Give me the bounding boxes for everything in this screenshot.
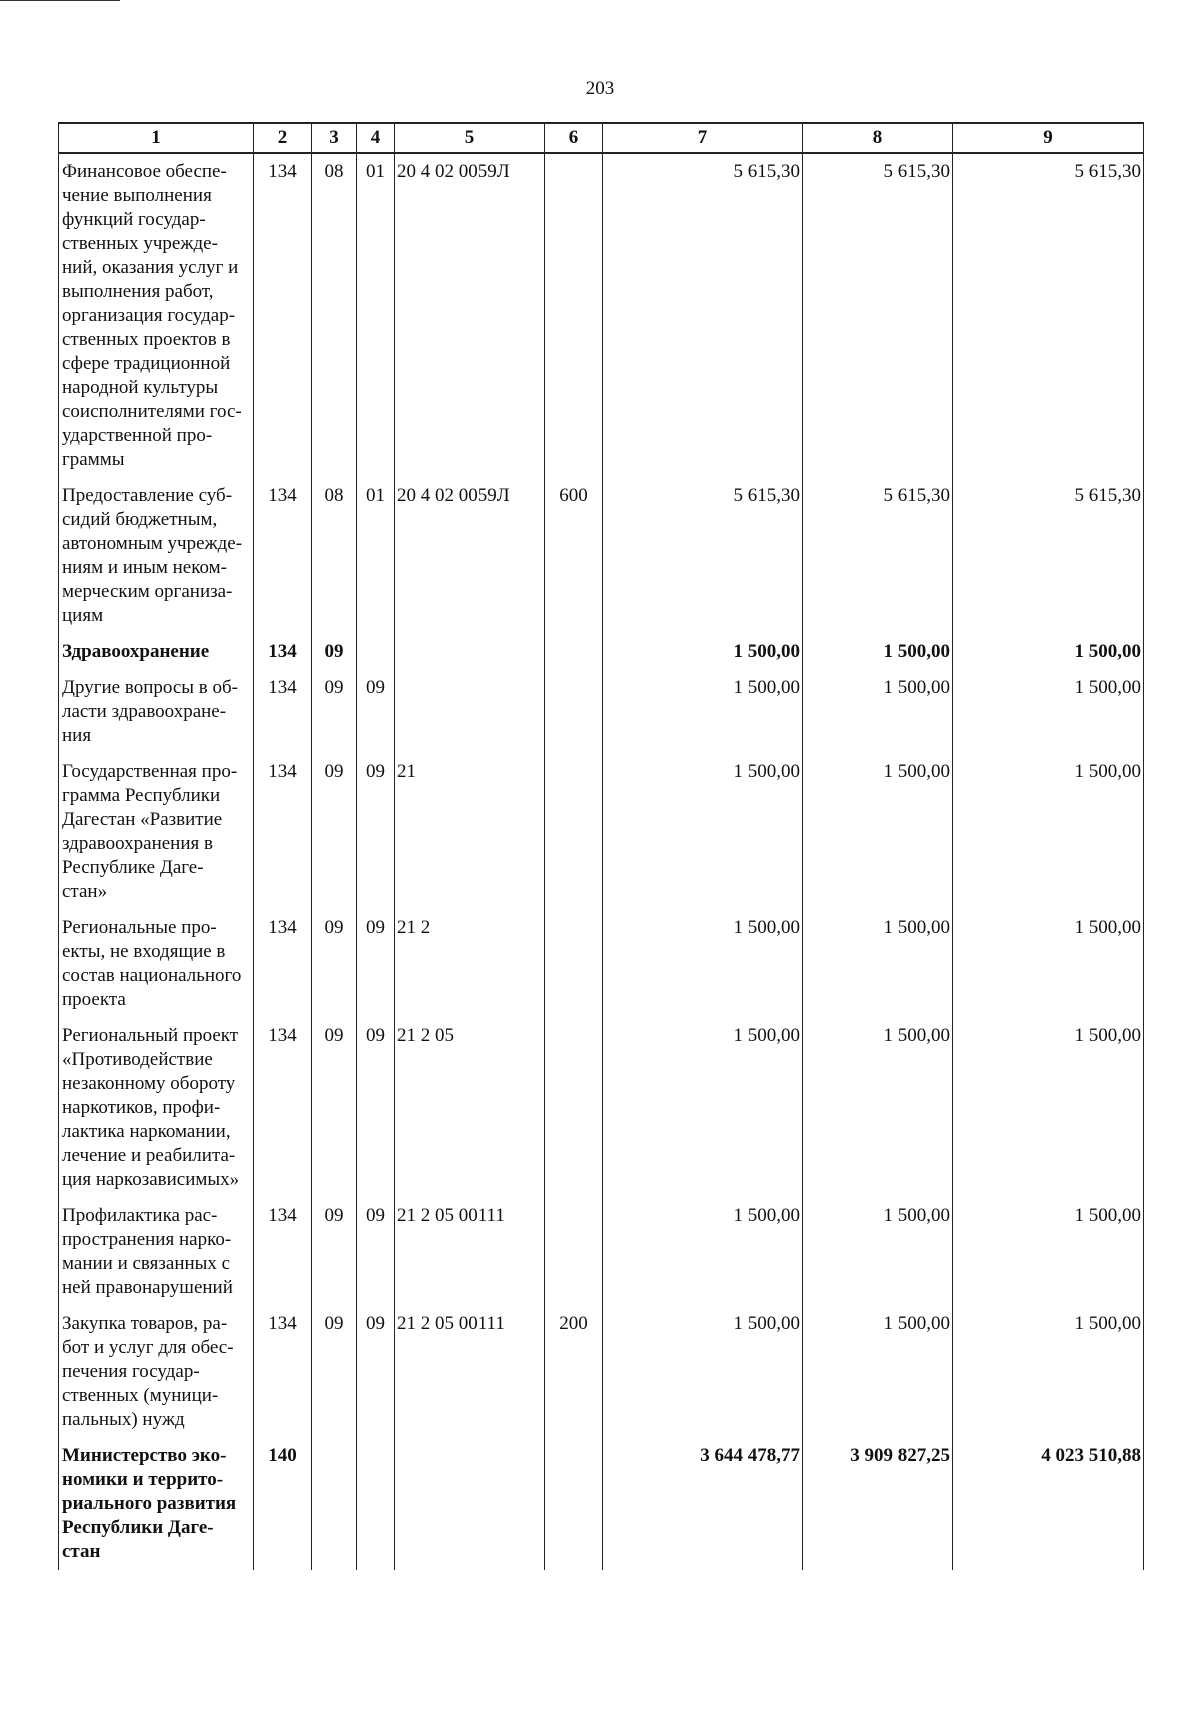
subsection-cell: 09 bbox=[357, 1306, 395, 1438]
amount-year3-cell: 1 500,00 bbox=[953, 1198, 1144, 1306]
table-header bbox=[59, 123, 1144, 153]
subsection-cell: 01 bbox=[357, 153, 395, 478]
code-admin-cell: 134 bbox=[254, 1018, 312, 1198]
row-name-cell: Министерство эко- номики и террито- риального развития Республики Даге- стан bbox=[59, 1438, 254, 1570]
section-cell bbox=[312, 1438, 357, 1570]
section-cell: 09 bbox=[312, 634, 357, 670]
table-row bbox=[59, 1018, 1144, 1198]
amount-year3-cell: 1 500,00 bbox=[953, 754, 1144, 910]
header-col-4: 4 bbox=[357, 123, 395, 153]
amount-year1-cell: 5 615,30 bbox=[603, 153, 803, 478]
target-article-cell: 21 bbox=[395, 754, 545, 910]
table-row bbox=[59, 1198, 1144, 1306]
amount-year3-cell: 1 500,00 bbox=[953, 910, 1144, 1018]
section-cell: 09 bbox=[312, 754, 357, 910]
row-name-cell: Предоставление суб- сидий бюджетным, автономным учрежде- ниям и иным неком- мерческим организа- циям bbox=[59, 478, 254, 634]
amount-year1-cell: 3 644 478,77 bbox=[603, 1438, 803, 1570]
expense-type-cell bbox=[545, 1438, 603, 1570]
amount-year1-cell: 1 500,00 bbox=[603, 754, 803, 910]
code-admin-cell: 134 bbox=[254, 153, 312, 478]
row-name-cell: Региональный проект «Противодействие незаконному обороту наркотиков, профи- лактика наркомании, лечение и реабилита- ция наркозависимых» bbox=[59, 1018, 254, 1198]
table-row bbox=[59, 1438, 1144, 1570]
code-admin-cell: 134 bbox=[254, 634, 312, 670]
target-article-cell: 21 2 05 00111 bbox=[395, 1198, 545, 1306]
amount-year2-cell: 1 500,00 bbox=[803, 910, 953, 1018]
header-col-3: 3 bbox=[312, 123, 357, 153]
section-cell: 08 bbox=[312, 153, 357, 478]
amount-year3-cell: 1 500,00 bbox=[953, 1018, 1144, 1198]
subsection-cell: 09 bbox=[357, 1018, 395, 1198]
amount-year3-cell: 5 615,30 bbox=[953, 153, 1144, 478]
subsection-cell: 09 bbox=[357, 910, 395, 1018]
amount-year1-cell: 1 500,00 bbox=[603, 1198, 803, 1306]
header-col-1: 1 bbox=[59, 123, 254, 153]
expense-type-cell bbox=[545, 670, 603, 754]
table-row bbox=[59, 910, 1144, 1018]
amount-year2-cell: 1 500,00 bbox=[803, 1198, 953, 1306]
amount-year3-cell: 4 023 510,88 bbox=[953, 1438, 1144, 1570]
amount-year2-cell: 1 500,00 bbox=[803, 1306, 953, 1438]
amount-year1-cell: 1 500,00 bbox=[603, 910, 803, 1018]
amount-year1-cell: 1 500,00 bbox=[603, 1306, 803, 1438]
section-cell: 09 bbox=[312, 910, 357, 1018]
code-admin-cell: 134 bbox=[254, 1198, 312, 1306]
table-row bbox=[59, 478, 1144, 634]
code-admin-cell: 134 bbox=[254, 1306, 312, 1438]
row-name-cell: Региональные про- екты, не входящие в состав национального проекта bbox=[59, 910, 254, 1018]
row-name-cell: Государственная про- грамма Республики Дагестан «Развитие здравоохранения в Республике Даге- стан» bbox=[59, 754, 254, 910]
target-article-cell: 21 2 05 bbox=[395, 1018, 545, 1198]
section-cell: 09 bbox=[312, 1018, 357, 1198]
amount-year2-cell: 1 500,00 bbox=[803, 754, 953, 910]
row-name-cell: Финансовое обеспе- чение выполнения функций государ- ственных учрежде- ний, оказания услуг и выполнения работ, организация государ- ственных проектов в сфере традиционной народной культуры соисполнителями гос- ударственной про- граммы bbox=[59, 153, 254, 478]
expense-type-cell bbox=[545, 634, 603, 670]
table-row bbox=[59, 634, 1144, 670]
row-name-cell: Профилактика рас- пространения нарко- мании и связанных с ней правонарушений bbox=[59, 1198, 254, 1306]
table-row bbox=[59, 754, 1144, 910]
target-article-cell bbox=[395, 670, 545, 754]
code-admin-cell: 134 bbox=[254, 910, 312, 1018]
amount-year3-cell: 1 500,00 bbox=[953, 634, 1144, 670]
expense-type-cell bbox=[545, 153, 603, 478]
amount-year2-cell: 3 909 827,25 bbox=[803, 1438, 953, 1570]
target-article-cell: 20 4 02 0059Л bbox=[395, 153, 545, 478]
target-article-cell: 21 2 05 00111 bbox=[395, 1306, 545, 1438]
amount-year1-cell: 1 500,00 bbox=[603, 1018, 803, 1198]
section-cell: 09 bbox=[312, 1198, 357, 1306]
page-number: 203 bbox=[585, 78, 615, 99]
section-cell: 08 bbox=[312, 478, 357, 634]
table-row bbox=[59, 153, 1144, 478]
table-row bbox=[59, 1306, 1144, 1438]
code-admin-cell: 134 bbox=[254, 670, 312, 754]
header-row bbox=[59, 123, 1144, 153]
amount-year2-cell: 1 500,00 bbox=[803, 1018, 953, 1198]
expense-type-cell bbox=[545, 754, 603, 910]
amount-year3-cell: 5 615,30 bbox=[953, 478, 1144, 634]
expense-type-cell: 200 bbox=[545, 1306, 603, 1438]
amount-year2-cell: 1 500,00 bbox=[803, 670, 953, 754]
amount-year3-cell: 1 500,00 bbox=[953, 1306, 1144, 1438]
header-col-2: 2 bbox=[254, 123, 312, 153]
target-article-cell bbox=[395, 634, 545, 670]
expense-type-cell: 600 bbox=[545, 478, 603, 634]
subsection-cell bbox=[357, 1438, 395, 1570]
header-col-6: 6 bbox=[545, 123, 603, 153]
amount-year2-cell: 1 500,00 bbox=[803, 634, 953, 670]
subsection-cell: 09 bbox=[357, 754, 395, 910]
amount-year1-cell: 1 500,00 bbox=[603, 634, 803, 670]
section-cell: 09 bbox=[312, 670, 357, 754]
expense-type-cell bbox=[545, 1198, 603, 1306]
header-col-8: 8 bbox=[803, 123, 953, 153]
table-row bbox=[59, 670, 1144, 754]
row-name-cell: Здравоохранение bbox=[59, 634, 254, 670]
code-admin-cell: 140 bbox=[254, 1438, 312, 1570]
table-body bbox=[59, 153, 1144, 1570]
header-col-9: 9 bbox=[953, 123, 1144, 153]
amount-year3-cell: 1 500,00 bbox=[953, 670, 1144, 754]
target-article-cell: 21 2 bbox=[395, 910, 545, 1018]
amount-year2-cell: 5 615,30 bbox=[803, 478, 953, 634]
code-admin-cell: 134 bbox=[254, 754, 312, 910]
subsection-cell: 01 bbox=[357, 478, 395, 634]
subsection-cell: 09 bbox=[357, 670, 395, 754]
target-article-cell: 20 4 02 0059Л bbox=[395, 478, 545, 634]
section-cell: 09 bbox=[312, 1306, 357, 1438]
amount-year1-cell: 5 615,30 bbox=[603, 478, 803, 634]
header-col-5: 5 bbox=[395, 123, 545, 153]
code-admin-cell: 134 bbox=[254, 478, 312, 634]
budget-table bbox=[58, 122, 1144, 1570]
row-name-cell: Другие вопросы в об- ласти здравоохране- ния bbox=[59, 670, 254, 754]
row-name-cell: Закупка товаров, ра- бот и услуг для обес- печения государ- ственных (муници- пальных) нужд bbox=[59, 1306, 254, 1438]
header-col-7: 7 bbox=[603, 123, 803, 153]
expense-type-cell bbox=[545, 910, 603, 1018]
amount-year1-cell: 1 500,00 bbox=[603, 670, 803, 754]
subsection-cell bbox=[357, 634, 395, 670]
amount-year2-cell: 5 615,30 bbox=[803, 153, 953, 478]
target-article-cell bbox=[395, 1438, 545, 1570]
subsection-cell: 09 bbox=[357, 1198, 395, 1306]
top-rule bbox=[0, 0, 120, 1]
expense-type-cell bbox=[545, 1018, 603, 1198]
